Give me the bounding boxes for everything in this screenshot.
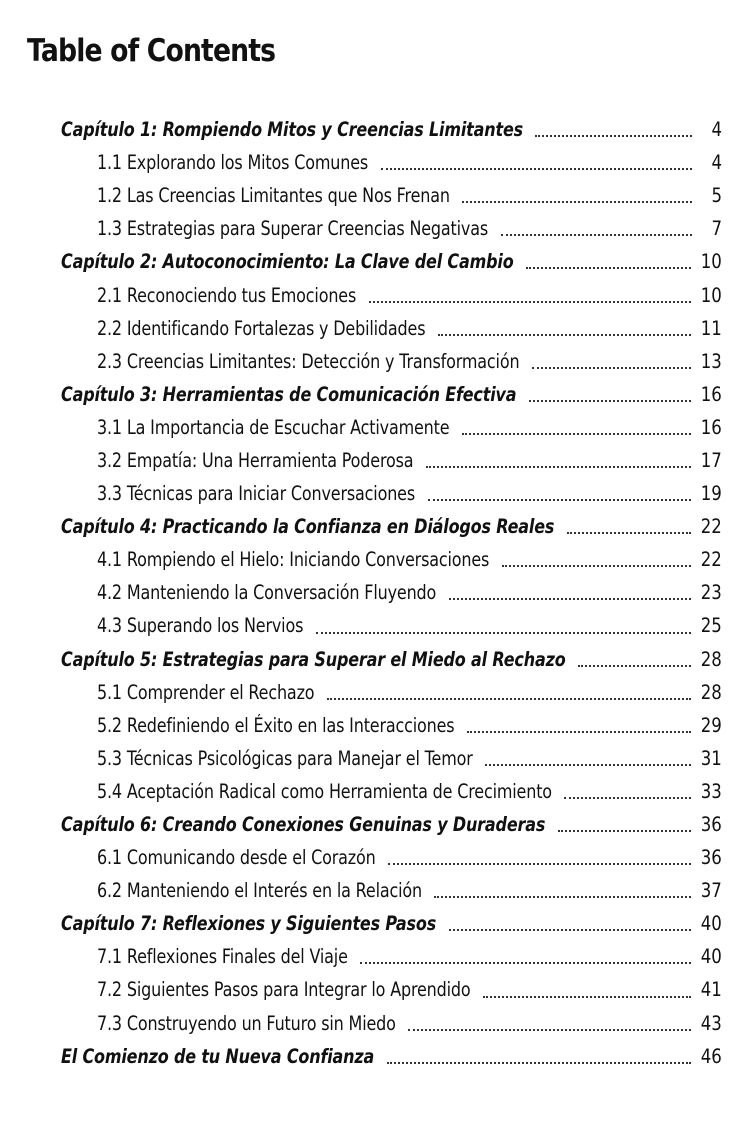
toc-section-entry[interactable] [0, 179, 750, 212]
toc-entry-label-wrap [97, 714, 455, 737]
toc-page-number: 25 [700, 614, 722, 638]
toc-entry-label-wrap [97, 780, 552, 803]
dot-leader [485, 763, 691, 766]
dot-leader [532, 366, 691, 369]
toc-entry-label-wrap [97, 317, 426, 340]
toc-entry-label-wrap [97, 614, 304, 637]
toc-entry-label-wrap [61, 383, 517, 406]
toc-page-number: 29 [700, 713, 722, 737]
toc-section-entry[interactable] [0, 742, 750, 775]
toc-entry-label: 5.4 Aceptación Radical como Herramienta de Crecimiento [97, 779, 552, 803]
toc-entry-label: 1.2 Las Creencias Limitantes que Nos Frenan [97, 184, 450, 208]
toc-entry-label: 3.2 Empatía: Una Herramienta Poderosa [97, 448, 414, 472]
toc-entry-label: 3.1 La Importancia de Escuchar Activamente [97, 415, 450, 439]
toc-entry-label: 7.2 Siguientes Pasos para Integrar lo Aprendido [97, 978, 471, 1002]
toc-entry-label-wrap [97, 217, 489, 240]
toc-entry-label: 4.1 Rompiendo el Hielo: Iniciando Conversaciones [97, 548, 490, 572]
toc-page-number: 4 [711, 118, 722, 142]
dot-leader [434, 895, 691, 898]
toc-page-number: 40 [700, 912, 722, 936]
dot-leader [360, 961, 691, 964]
toc-entry-label-wrap [61, 250, 514, 273]
toc-page-number: 23 [700, 581, 722, 605]
toc-entry-label: 7.1 Reflexiones Finales del Viaje [97, 945, 348, 969]
dot-leader [578, 664, 691, 667]
toc-page-number: 40 [700, 945, 722, 969]
toc-page-number: 22 [700, 515, 722, 539]
toc-entry-label-wrap [97, 978, 471, 1001]
toc-entry-label: Capítulo 6: Creando Conexiones Genuinas y Duraderas [61, 813, 546, 837]
toc-page-number: 46 [700, 1044, 722, 1068]
dot-leader [535, 134, 692, 137]
toc-entry-label-wrap [97, 581, 437, 604]
toc-entry-label-wrap [97, 284, 357, 307]
toc-entry-label: Capítulo 1: Rompiendo Mitos y Creencias Limitantes [61, 118, 523, 142]
toc-entry-label: 4.3 Superando los Nervios [97, 614, 304, 638]
dot-leader [387, 1061, 691, 1064]
toc-page-number: 16 [700, 382, 722, 406]
toc-page-number: 41 [700, 978, 722, 1002]
dot-leader [529, 399, 691, 402]
dot-leader [502, 564, 691, 567]
toc-page-number: 36 [700, 813, 722, 837]
toc-section-entry[interactable] [0, 940, 750, 973]
toc-section-entry[interactable] [0, 345, 750, 378]
toc-entry-label: 5.1 Comprender el Rechazo [97, 680, 315, 704]
toc-entry-label: Capítulo 4: Practicando la Confianza en Diálogos Reales [61, 515, 555, 539]
page-title: Table of Contents [27, 33, 276, 69]
dot-leader [558, 829, 691, 832]
toc-section-entry[interactable] [0, 212, 750, 245]
toc-section-entry[interactable] [0, 1007, 750, 1040]
toc-chapter-entry[interactable] [0, 808, 750, 841]
toc-entry-label: 2.3 Creencias Limitantes: Detección y Transformación [97, 349, 520, 373]
dot-leader [428, 498, 691, 501]
dot-leader [408, 1028, 691, 1031]
dot-leader [501, 233, 692, 236]
toc-section-entry[interactable] [0, 609, 750, 642]
toc-entry-label: Capítulo 3: Herramientas de Comunicación Efectiva [61, 382, 517, 406]
toc-entry-label-wrap [97, 184, 450, 207]
toc-section-entry[interactable] [0, 477, 750, 510]
toc-section-entry[interactable] [0, 444, 750, 477]
dot-leader [388, 862, 691, 865]
toc-entry-label-wrap [97, 151, 369, 174]
toc-section-entry[interactable] [0, 874, 750, 907]
table-of-contents [0, 113, 750, 1073]
dot-leader [438, 333, 691, 336]
toc-entry-label-wrap [97, 1012, 396, 1035]
toc-entry-label-wrap [97, 482, 416, 505]
toc-entry-label: 6.1 Comunicando desde el Corazón [97, 846, 376, 870]
toc-section-entry[interactable] [0, 676, 750, 709]
toc-section-entry[interactable] [0, 775, 750, 808]
toc-entry-label: El Comienzo de tu Nueva Confianza [61, 1044, 375, 1068]
toc-entry-label: Capítulo 7: Reflexiones y Siguientes Pasos [61, 912, 437, 936]
toc-section-entry[interactable] [0, 543, 750, 576]
toc-chapter-entry[interactable] [0, 643, 750, 676]
toc-page-number: 28 [700, 647, 722, 671]
dot-leader [381, 167, 692, 170]
dot-leader [483, 995, 691, 998]
dot-leader [462, 200, 692, 203]
toc-page-number: 17 [700, 448, 722, 472]
dot-leader [327, 697, 691, 700]
toc-entry-label-wrap [61, 912, 437, 935]
toc-entry-label: 2.2 Identificando Fortalezas y Debilidades [97, 316, 426, 340]
toc-page-number: 36 [700, 846, 722, 870]
toc-section-entry[interactable] [0, 841, 750, 874]
toc-entry-label-wrap [61, 648, 566, 671]
dot-leader [567, 531, 691, 534]
toc-entry-label: 1.3 Estrategias para Superar Creencias Negativas [97, 217, 489, 241]
toc-entry-label-wrap [97, 548, 490, 571]
toc-page-number: 37 [700, 879, 722, 903]
toc-section-entry[interactable] [0, 146, 750, 179]
toc-entry-label: 5.2 Redefiniendo el Éxito en las Interacciones [97, 713, 455, 737]
toc-entry-label-wrap [97, 681, 315, 704]
toc-page-number: 11 [700, 316, 722, 340]
toc-page-number: 13 [700, 349, 722, 373]
toc-section-entry[interactable] [0, 576, 750, 609]
dot-leader [526, 266, 691, 269]
dot-leader [426, 465, 691, 468]
toc-page-number: 4 [711, 151, 722, 175]
dot-leader [449, 928, 691, 931]
toc-chapter-entry[interactable] [0, 510, 750, 543]
toc-page-number: 5 [711, 184, 722, 208]
toc-page-number: 31 [700, 746, 722, 770]
dot-leader [449, 597, 691, 600]
toc-page-number: 7 [711, 217, 722, 241]
toc-page-number: 10 [700, 283, 722, 307]
toc-entry-label-wrap [97, 350, 520, 373]
dot-leader [462, 432, 691, 435]
dot-leader [467, 730, 691, 733]
toc-entry-label: 5.3 Técnicas Psicológicas para Manejar el Temor [97, 746, 473, 770]
toc-entry-label: 7.3 Construyendo un Futuro sin Miedo [97, 1011, 396, 1035]
toc-chapter-entry[interactable] [0, 1040, 750, 1073]
toc-entry-label: 2.1 Reconociendo tus Emociones [97, 283, 357, 307]
toc-page-number: 19 [700, 482, 722, 506]
toc-page-number: 28 [700, 680, 722, 704]
toc-section-entry[interactable] [0, 312, 750, 345]
toc-entry-label-wrap [97, 747, 473, 770]
toc-entry-label: 1.1 Explorando los Mitos Comunes [97, 151, 369, 175]
toc-entry-label-wrap [97, 945, 348, 968]
toc-page-number: 33 [700, 779, 722, 803]
toc-page-number: 16 [700, 415, 722, 439]
toc-section-entry[interactable] [0, 411, 750, 444]
toc-section-entry[interactable] [0, 709, 750, 742]
toc-entry-label-wrap [97, 879, 422, 902]
dot-leader [564, 796, 691, 799]
toc-chapter-entry[interactable] [0, 245, 750, 278]
toc-chapter-entry[interactable] [0, 378, 750, 411]
toc-page-number: 43 [700, 1011, 722, 1035]
toc-page-number: 10 [700, 250, 722, 274]
toc-chapter-entry[interactable] [0, 113, 750, 146]
toc-entry-label: 4.2 Manteniendo la Conversación Fluyendo [97, 581, 437, 605]
toc-entry-label-wrap [97, 449, 414, 472]
toc-entry-label-wrap [97, 416, 450, 439]
toc-entry-label-wrap [61, 813, 546, 836]
dot-leader [316, 631, 691, 634]
dot-leader [369, 300, 691, 303]
toc-entry-label-wrap [97, 846, 376, 869]
toc-entry-label: 3.3 Técnicas para Iniciar Conversaciones [97, 482, 416, 506]
toc-entry-label-wrap [61, 515, 555, 538]
toc-section-entry[interactable] [0, 973, 750, 1006]
toc-section-entry[interactable] [0, 278, 750, 311]
toc-chapter-entry[interactable] [0, 907, 750, 940]
toc-entry-label: 6.2 Manteniendo el Interés en la Relación [97, 879, 422, 903]
toc-entry-label-wrap [61, 1045, 375, 1068]
toc-entry-label: Capítulo 2: Autoconocimiento: La Clave del Cambio [61, 250, 514, 274]
toc-entry-label-wrap [61, 118, 523, 141]
toc-entry-label: Capítulo 5: Estrategias para Superar el Miedo al Rechazo [61, 647, 566, 671]
toc-page-number: 22 [700, 548, 722, 572]
